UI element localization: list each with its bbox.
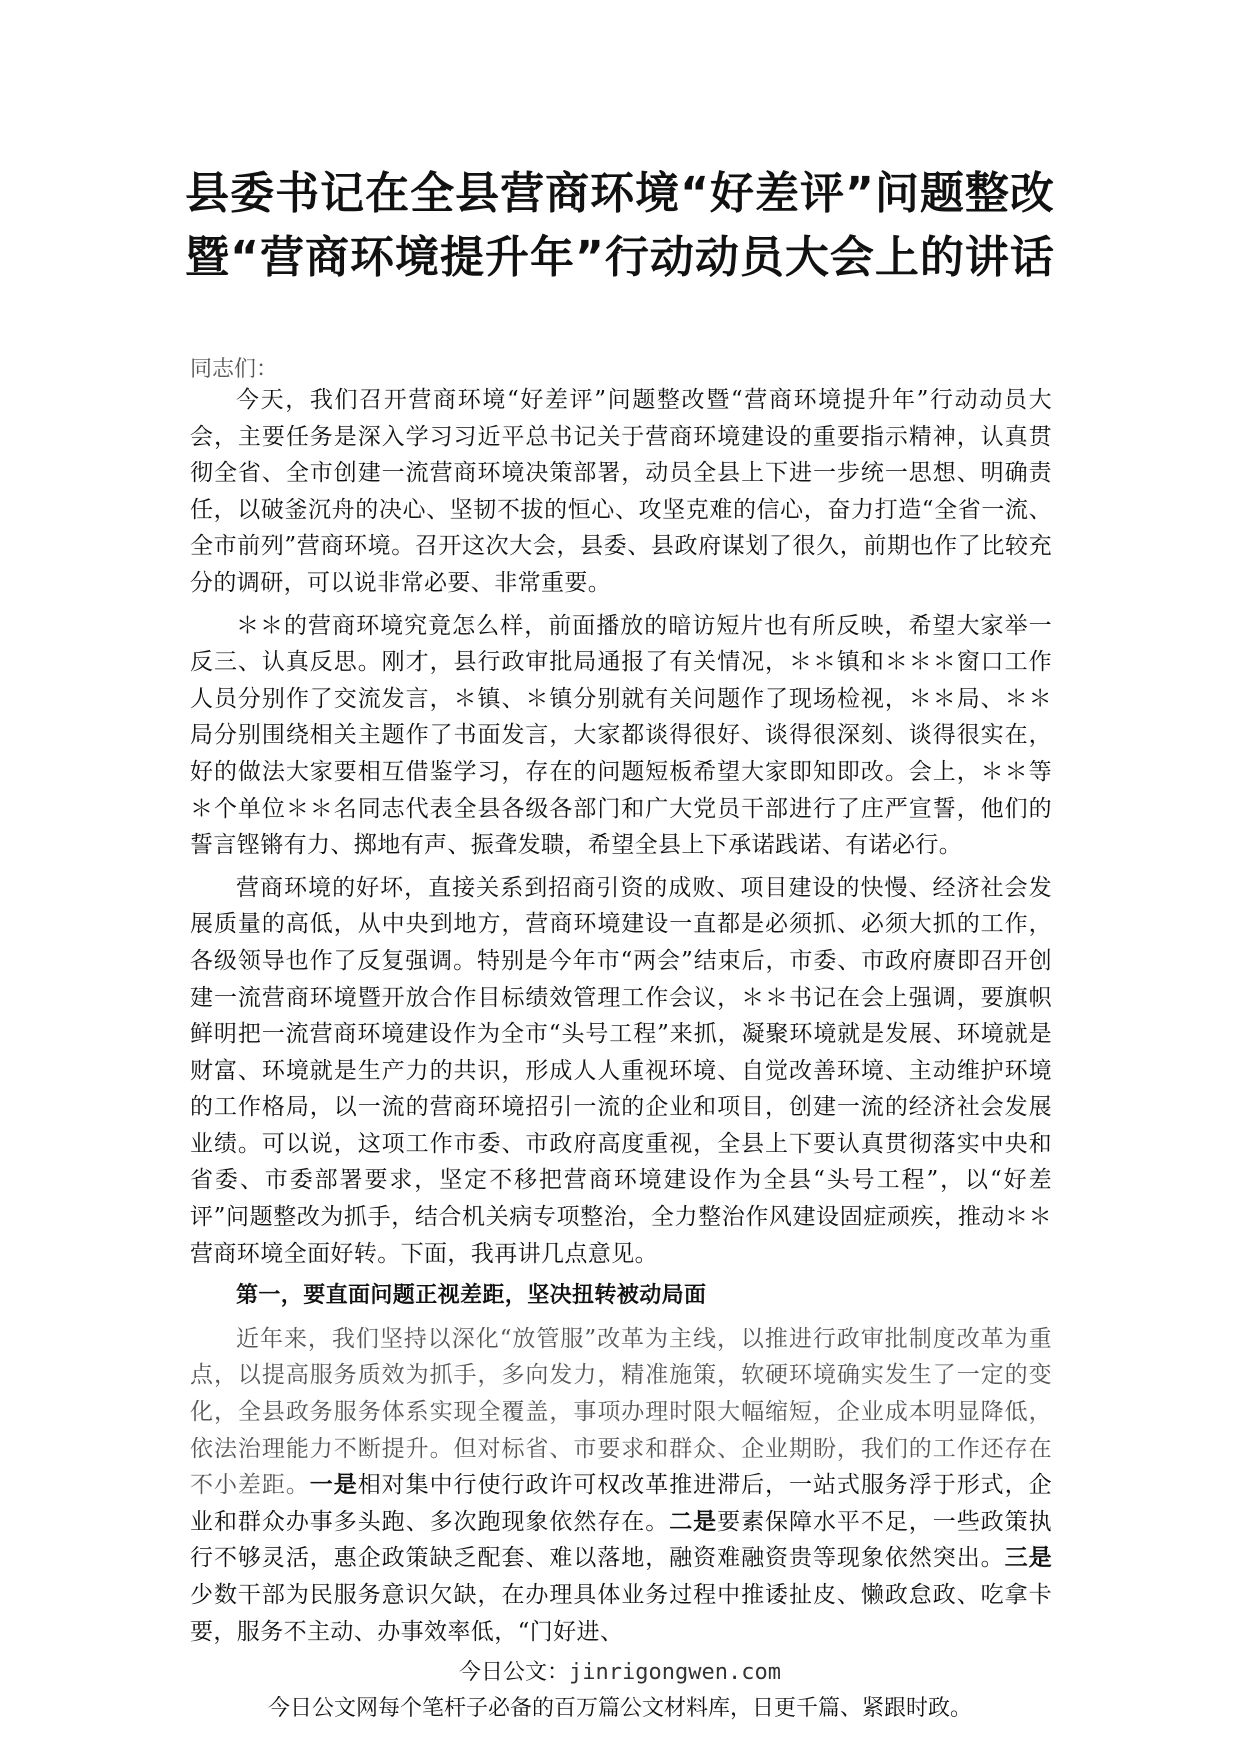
paragraph-3: 营商环境的好坏，直接关系到招商引资的成败、项目建设的快慢、经济社会发展质量的高低，从中央到地方，营商环境建设一直都是必须抓、必须大抓的工作，各级领导也作了反复强调。特别是今年市“两会”结束后，市委、市政府赓即召开创建一流营商环境暨开放合作目标绩效管理工作会议，＊＊书记在会上强调，要旗帜鲜明把一流营商环境建设作为全市“头号工程”来抓，凝聚环境就是发展、环境就是财富、环境就是生产力的共识，形成人人重视环境、自觉改善环境、主动维护环境的工作格局，以一流的营商环境招引一流的企业和项目，创建一流的经济社会发展业绩。可以说，这项工作市委、市政府高度重视，全县上下要认真贯彻落实中央和省委、市委部署要求，坚定不移把营商环境建设作为全县“头号工程”，以“好差评”问题整改为抓手，结合机关病专项整治，全力整治作风建设固症顽疾，推动＊＊营商环境全面好转。下面，我再讲几点意见。 xyxy=(190,874,1052,1267)
footer-url[interactable]: jinrigongwen.com xyxy=(569,1660,781,1685)
point-marker-3: 三是 xyxy=(1004,1545,1052,1572)
footer-source xyxy=(0,1658,1240,1688)
section-heading-1: 第一，要直面问题正视差距，坚决扭转被动局面 xyxy=(236,1283,707,1309)
point-text-3: 少数干部为民服务意识欠缺，在办理具体业务过程中推诿扯皮、懒政怠政、吃拿卡要，服务不主动、办事效率低，“门好进、 xyxy=(190,1582,1052,1645)
point-marker-2: 二是 xyxy=(669,1508,718,1535)
point-text-2: 要素保障水平不足，一些政策执行不够灵活，惠企政策缺乏配套、难以落地，融资难融资贵等现象依然突出。 xyxy=(190,1508,1052,1572)
salutation: 同志们： xyxy=(190,357,279,382)
document-body xyxy=(190,382,1052,1656)
point-marker-1: 一是 xyxy=(309,1472,358,1499)
footer-label: 今日公文： xyxy=(459,1660,570,1685)
footer-slogan: 今日公文网每个笔杆子必备的百万篇公文材料库，日更千篇、紧跟时政。 xyxy=(267,1696,972,1721)
paragraph-4 xyxy=(190,1321,1052,1650)
document-title: 县委书记在全县营商环境“好差评”问题整改暨“营商环境提升年”行动动员大会上的讲话 xyxy=(185,168,1055,283)
paragraph-4-lead: 近年来，我们坚持以深化“放管服”改革为主线，以推进行政审批制度改革为重点，以提高服务质效为抓手，多向发力，精准施策，软硬环境确实发生了一定的变化，全县政务服务体系实现全覆盖，事项办理时限大幅缩短，企业成本明显降低，依法治理能力不断提升。但对标省、市要求和群众、企业期盼，我们的工作还存在不小差距。 xyxy=(190,1325,1052,1499)
paragraph-1: 今天，我们召开营商环境“好差评”问题整改暨“营商环境提升年”行动动员大会，主要任务是深入学习习近平总书记关于营商环境建设的重要指示精神，认真贯彻全省、全市创建一流营商环境决策部署，动员全县上下进一步统一思想、明确责任，以破釜沉舟的决心、坚韧不拔的恒心、攻坚克难的信心，奋力打造“全省一流、全市前列”营商环境。召开这次大会，县委、县政府谋划了很久，前期也作了比较充分的调研，可以说非常必要、非常重要。 xyxy=(190,387,1052,596)
paragraph-2: ＊＊的营商环境究竟怎么样，前面播放的暗访短片也有所反映，希望大家举一反三、认真反思。刚才，县行政审批局通报了有关情况，＊＊镇和＊＊＊窗口工作人员分别作了交流发言，＊镇、＊镇分别就有关问题作了现场检视，＊＊局、＊＊局分别围绕相关主题作了书面发言，大家都谈得很好、谈得很深刻、谈得很实在，好的做法大家要相互借鉴学习，存在的问题短板希望大家即知即改。会上，＊＊等＊个单位＊＊名同志代表全县各级各部门和广大党员干部进行了庄严宣誓，他们的誓言铿锵有力、掷地有声、振聋发聩，希望全县上下承诺践诺、有诺必行。 xyxy=(190,612,1052,859)
point-text-1: 相对集中行使行政许可权改革推进滞后，一站式服务浮于形式，企业和群众办事多头跑、多次跑现象依然存在。 xyxy=(190,1472,1052,1535)
